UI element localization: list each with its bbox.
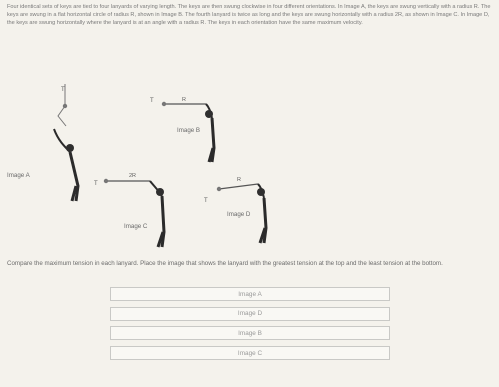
- image-d-tension-label: T: [204, 198, 208, 204]
- image-b-label: Image B: [177, 127, 201, 134]
- ranking-option-image-b[interactable]: Image B: [110, 326, 390, 340]
- problem-prompt: Four identical sets of keys are tied to four lanyards of varying length. The keys are then swung clockwise in four different orientations. In Image A, the keys are swung vertically with a radius R. The keys are swung in a flat horizontal circle of radius R, shown in Image B. The fourth lanyard is twice as long and the keys are swung horizontally with a radius 2R, as shown in Image C. In Image D, the keys are swung horizontally where the lanyard is at an angle with a radius R. The keys in each orientation have the same maximum velocity.: [7, 4, 491, 27]
- ranking-option-image-c[interactable]: Image C: [110, 346, 390, 360]
- ranking-option-image-a[interactable]: Image A: [110, 287, 390, 301]
- image-b-radius-label: R: [182, 97, 186, 103]
- image-c-tension-label: T: [94, 181, 98, 187]
- image-b-tension-label: T: [150, 98, 154, 104]
- ranking-list[interactable]: [110, 287, 390, 366]
- image-a-label: Image A: [7, 172, 30, 179]
- image-d-radius-label: R: [237, 177, 241, 183]
- image-c-radius-label: 2R: [129, 173, 137, 179]
- question-text: Compare the maximum tension in each lanyard. Place the image that shows the lanyard with the greatest tension at the top and the least tension at the bottom.: [7, 260, 443, 267]
- lanyard-diagram: [0, 78, 499, 263]
- lanyard-figure: [0, 78, 499, 263]
- ranking-option-image-d[interactable]: Image D: [110, 307, 390, 321]
- image-c-label: Image C: [124, 223, 148, 230]
- image-a-tension-label: T: [61, 87, 65, 93]
- image-d-label: Image D: [227, 211, 251, 218]
